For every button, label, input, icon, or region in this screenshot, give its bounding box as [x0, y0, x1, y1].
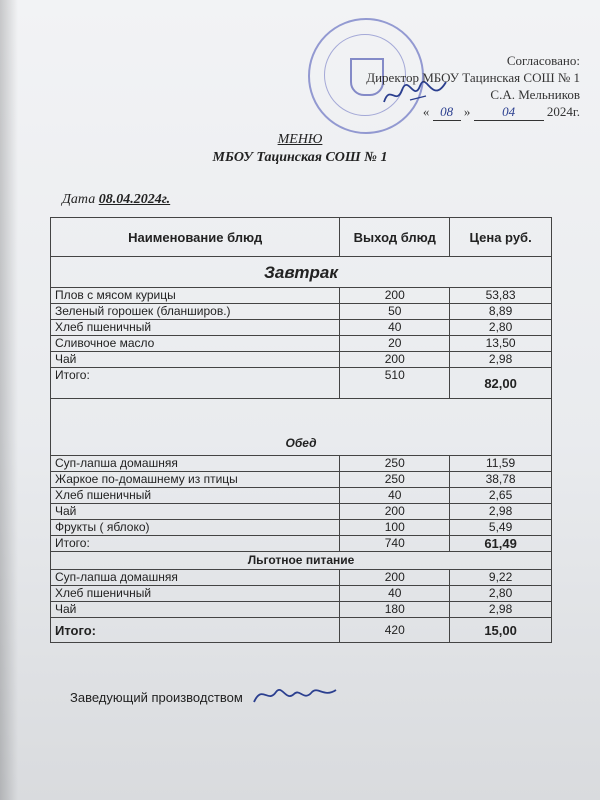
dish-name: Плов с мясом курицы	[51, 288, 340, 304]
dish-name: Чай	[51, 352, 340, 368]
dish-price: 2,80	[450, 320, 552, 336]
table-row	[51, 336, 552, 352]
dish-price: 11,59	[450, 456, 552, 472]
benefit-total-row	[51, 618, 552, 643]
dish-name: Сливочное масло	[51, 336, 340, 352]
dish-yield: 40	[340, 586, 450, 602]
date-label: Дата	[62, 192, 96, 207]
dish-price: 53,83	[450, 288, 552, 304]
dish-yield: 100	[340, 520, 450, 536]
dish-name: Суп-лапша домашняя	[51, 456, 340, 472]
menu-title: МЕНЮ	[277, 132, 323, 147]
section-lunch	[51, 399, 552, 456]
dish-yield: 40	[340, 320, 450, 336]
dish-price: 2,98	[450, 504, 552, 520]
dish-price: 2,80	[450, 586, 552, 602]
dish-name: Чай	[51, 602, 340, 618]
dish-yield: 200	[340, 504, 450, 520]
dish-yield: 250	[340, 456, 450, 472]
quote-open: «	[422, 104, 430, 119]
dish-yield: 40	[340, 488, 450, 504]
dish-yield: 20	[340, 336, 450, 352]
dish-name: Чай	[51, 504, 340, 520]
approval-block	[320, 52, 580, 121]
date-value: 08.04.2024г.	[98, 192, 171, 207]
total-label: Итого:	[51, 618, 340, 643]
total-price: 61,49	[450, 536, 552, 552]
page-shadow	[0, 0, 18, 800]
total-yield: 420	[340, 618, 450, 643]
dish-price: 13,50	[450, 336, 552, 352]
dish-price: 8,89	[450, 304, 552, 320]
table-row	[51, 504, 552, 520]
dish-name: Жаркое по-домашнему из птицы	[51, 472, 340, 488]
dish-price: 9,22	[450, 570, 552, 586]
column-header-name: Наименование блюд	[51, 218, 340, 257]
total-price: 15,00	[450, 618, 552, 643]
section-title: Завтрак	[51, 257, 552, 288]
table-row	[51, 488, 552, 504]
menu-date	[62, 192, 170, 208]
quote-close: »	[463, 104, 471, 119]
dish-yield: 200	[340, 352, 450, 368]
breakfast-total-row	[51, 368, 552, 399]
dish-yield: 250	[340, 472, 450, 488]
column-header-yield: Выход блюд	[340, 218, 450, 257]
dish-price: 2,65	[450, 488, 552, 504]
approval-position: Директор МБОУ Тацинская СОШ № 1	[366, 70, 580, 85]
menu-table	[50, 217, 552, 643]
dish-name: Суп-лапша домашняя	[51, 570, 340, 586]
table-row	[51, 602, 552, 618]
dish-price: 2,98	[450, 602, 552, 618]
section-breakfast	[51, 257, 552, 288]
manager-signature-icon	[250, 680, 340, 710]
dish-price: 5,49	[450, 520, 552, 536]
approval-director-name: С.А. Мельников	[490, 87, 580, 102]
lunch-total-row	[51, 536, 552, 552]
dish-price: 38,78	[450, 472, 552, 488]
dish-yield: 180	[340, 602, 450, 618]
table-row	[51, 320, 552, 336]
approval-heading: Согласовано:	[506, 53, 580, 68]
column-header-price: Цена руб.	[450, 218, 552, 257]
table-row	[51, 288, 552, 304]
table-row	[51, 586, 552, 602]
table-row	[51, 456, 552, 472]
total-yield: 740	[340, 536, 450, 552]
dish-name: Хлеб пшеничный	[51, 320, 340, 336]
dish-price: 2,98	[450, 352, 552, 368]
total-price: 82,00	[450, 368, 552, 399]
section-title: Льготное питание	[51, 552, 552, 570]
dish-name: Хлеб пшеничный	[51, 586, 340, 602]
approval-month: 04	[474, 103, 544, 121]
approval-day: 08	[433, 103, 461, 121]
section-title: Обед	[51, 399, 552, 456]
table-row	[51, 570, 552, 586]
table-row	[51, 304, 552, 320]
dish-name: Хлеб пшеничный	[51, 488, 340, 504]
total-label: Итого:	[51, 368, 340, 399]
school-name: МБОУ Тацинская СОШ № 1	[212, 150, 388, 165]
table-row	[51, 472, 552, 488]
table-header-row	[51, 218, 552, 257]
production-manager-label: Заведующий производством	[70, 690, 243, 705]
dish-yield: 50	[340, 304, 450, 320]
dish-yield: 200	[340, 570, 450, 586]
approval-date	[320, 103, 580, 121]
total-yield: 510	[340, 368, 450, 399]
dish-yield: 200	[340, 288, 450, 304]
dish-name: Зеленый горошек (бланширов.)	[51, 304, 340, 320]
dish-name: Фрукты ( яблоко)	[51, 520, 340, 536]
total-label: Итого:	[51, 536, 340, 552]
table-row	[51, 520, 552, 536]
approval-year: 2024г.	[546, 104, 580, 119]
table-row	[51, 352, 552, 368]
section-benefit	[51, 552, 552, 570]
